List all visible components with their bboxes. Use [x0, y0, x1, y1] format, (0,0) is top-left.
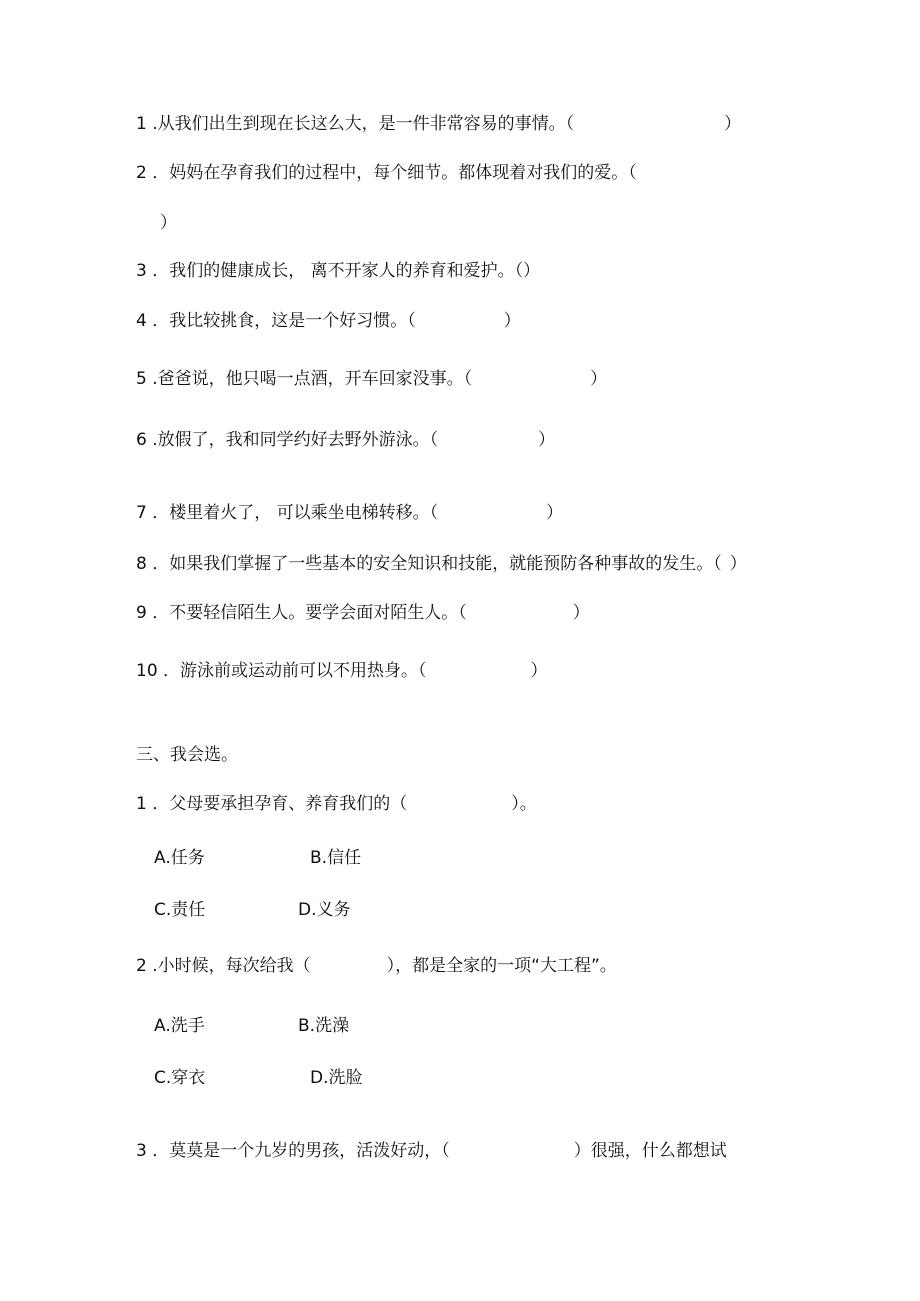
- option-c: C.穿衣: [154, 1068, 206, 1088]
- tf-item-4: [136, 310, 521, 332]
- item-text: ．楼里着火了， 可以乘坐电梯转移。（: [152, 503, 439, 523]
- item-text: .从我们出生到现在长这么大，是一件非常容易的事情。（: [152, 114, 575, 134]
- option-b: B.信任: [310, 848, 362, 868]
- item-number: 6: [136, 430, 147, 450]
- item-text: ．我比较挑食，这是一个好习惯。（: [152, 311, 416, 331]
- item-number: 8: [136, 554, 147, 574]
- answer-bracket-close: ）: [503, 311, 521, 331]
- item-number: 9: [136, 603, 147, 623]
- tf-item-2-close: [160, 212, 177, 234]
- option-b: B.洗澡: [298, 1016, 350, 1036]
- answer-bracket-close: ）: [530, 661, 548, 681]
- answer-bracket-close: ）: [590, 369, 608, 389]
- item-text: .放假了，我和同学约好去野外游泳。（: [152, 430, 439, 450]
- option-d: D.义务: [298, 900, 351, 920]
- answer-bracket-close: ）: [546, 503, 564, 523]
- answer-bracket-close: ）: [160, 213, 177, 233]
- tf-item-3: [136, 260, 540, 282]
- answer-bracket-close: ）: [523, 261, 541, 281]
- option-c: C.责任: [154, 900, 206, 920]
- item-text: .爸爸说，他只喝一点酒，开车回家没事。（: [152, 369, 473, 389]
- answer-bracket-close: ）: [729, 554, 747, 574]
- item-stem-end: ）。: [511, 794, 537, 814]
- answer-bracket-close: ）: [538, 430, 556, 450]
- item-number: 7: [136, 503, 147, 523]
- tf-item-10: [136, 660, 548, 682]
- item-text: ．游泳前或运动前可以不用热身。（: [163, 661, 427, 681]
- item-stem: ．父母要承担孕育、养育我们的（: [152, 794, 408, 814]
- item-text: ．我们的健康成长， 离不开家人的养育和爱护。（: [152, 261, 524, 281]
- section-title: 三、我会选。: [136, 745, 238, 765]
- tf-item-9: [136, 602, 590, 624]
- item-stem: .小时候，每次给我（: [152, 956, 311, 976]
- mc-item-3: [136, 1140, 727, 1162]
- item-number: 10: [136, 661, 158, 681]
- item-number: 2: [136, 956, 147, 976]
- item-number: 1: [136, 794, 147, 814]
- mc-item-2: [136, 955, 617, 977]
- item-number: 4: [136, 311, 147, 331]
- item-number: 5: [136, 369, 147, 389]
- item-number: 3: [136, 1141, 147, 1161]
- option-d: D.洗脸: [310, 1068, 363, 1088]
- tf-item-8: [136, 553, 747, 575]
- tf-item-1: [136, 113, 741, 135]
- item-number: 3: [136, 261, 147, 281]
- tf-item-7: [136, 502, 563, 524]
- item-stem-end: ）很强，什么都想试: [573, 1141, 727, 1161]
- item-number: 2: [136, 163, 147, 183]
- item-text: ．不要轻信陌生人。要学会面对陌生人。（: [152, 603, 467, 623]
- item-number: 1: [136, 114, 147, 134]
- item-stem-end: ），都是全家的一项“大工程”。: [386, 956, 617, 976]
- tf-item-6: [136, 429, 555, 451]
- answer-bracket-close: ）: [572, 603, 590, 623]
- option-a: A.洗手: [154, 1016, 205, 1036]
- item-stem: ．莫莫是一个九岁的男孩，活泼好动，（: [152, 1141, 450, 1161]
- mc-item-1: [136, 793, 537, 815]
- answer-bracket-close: ）: [724, 114, 742, 134]
- item-text: ．如果我们掌握了一些基本的安全知识和技能，就能预防各种事故的发生。（: [152, 554, 722, 574]
- option-a: A.任务: [154, 848, 205, 868]
- tf-item-2: [136, 162, 637, 184]
- tf-item-5: [136, 368, 607, 390]
- item-text: ．妈妈在孕育我们的过程中，每个细节。都体现着对我们的爱。（: [152, 163, 637, 183]
